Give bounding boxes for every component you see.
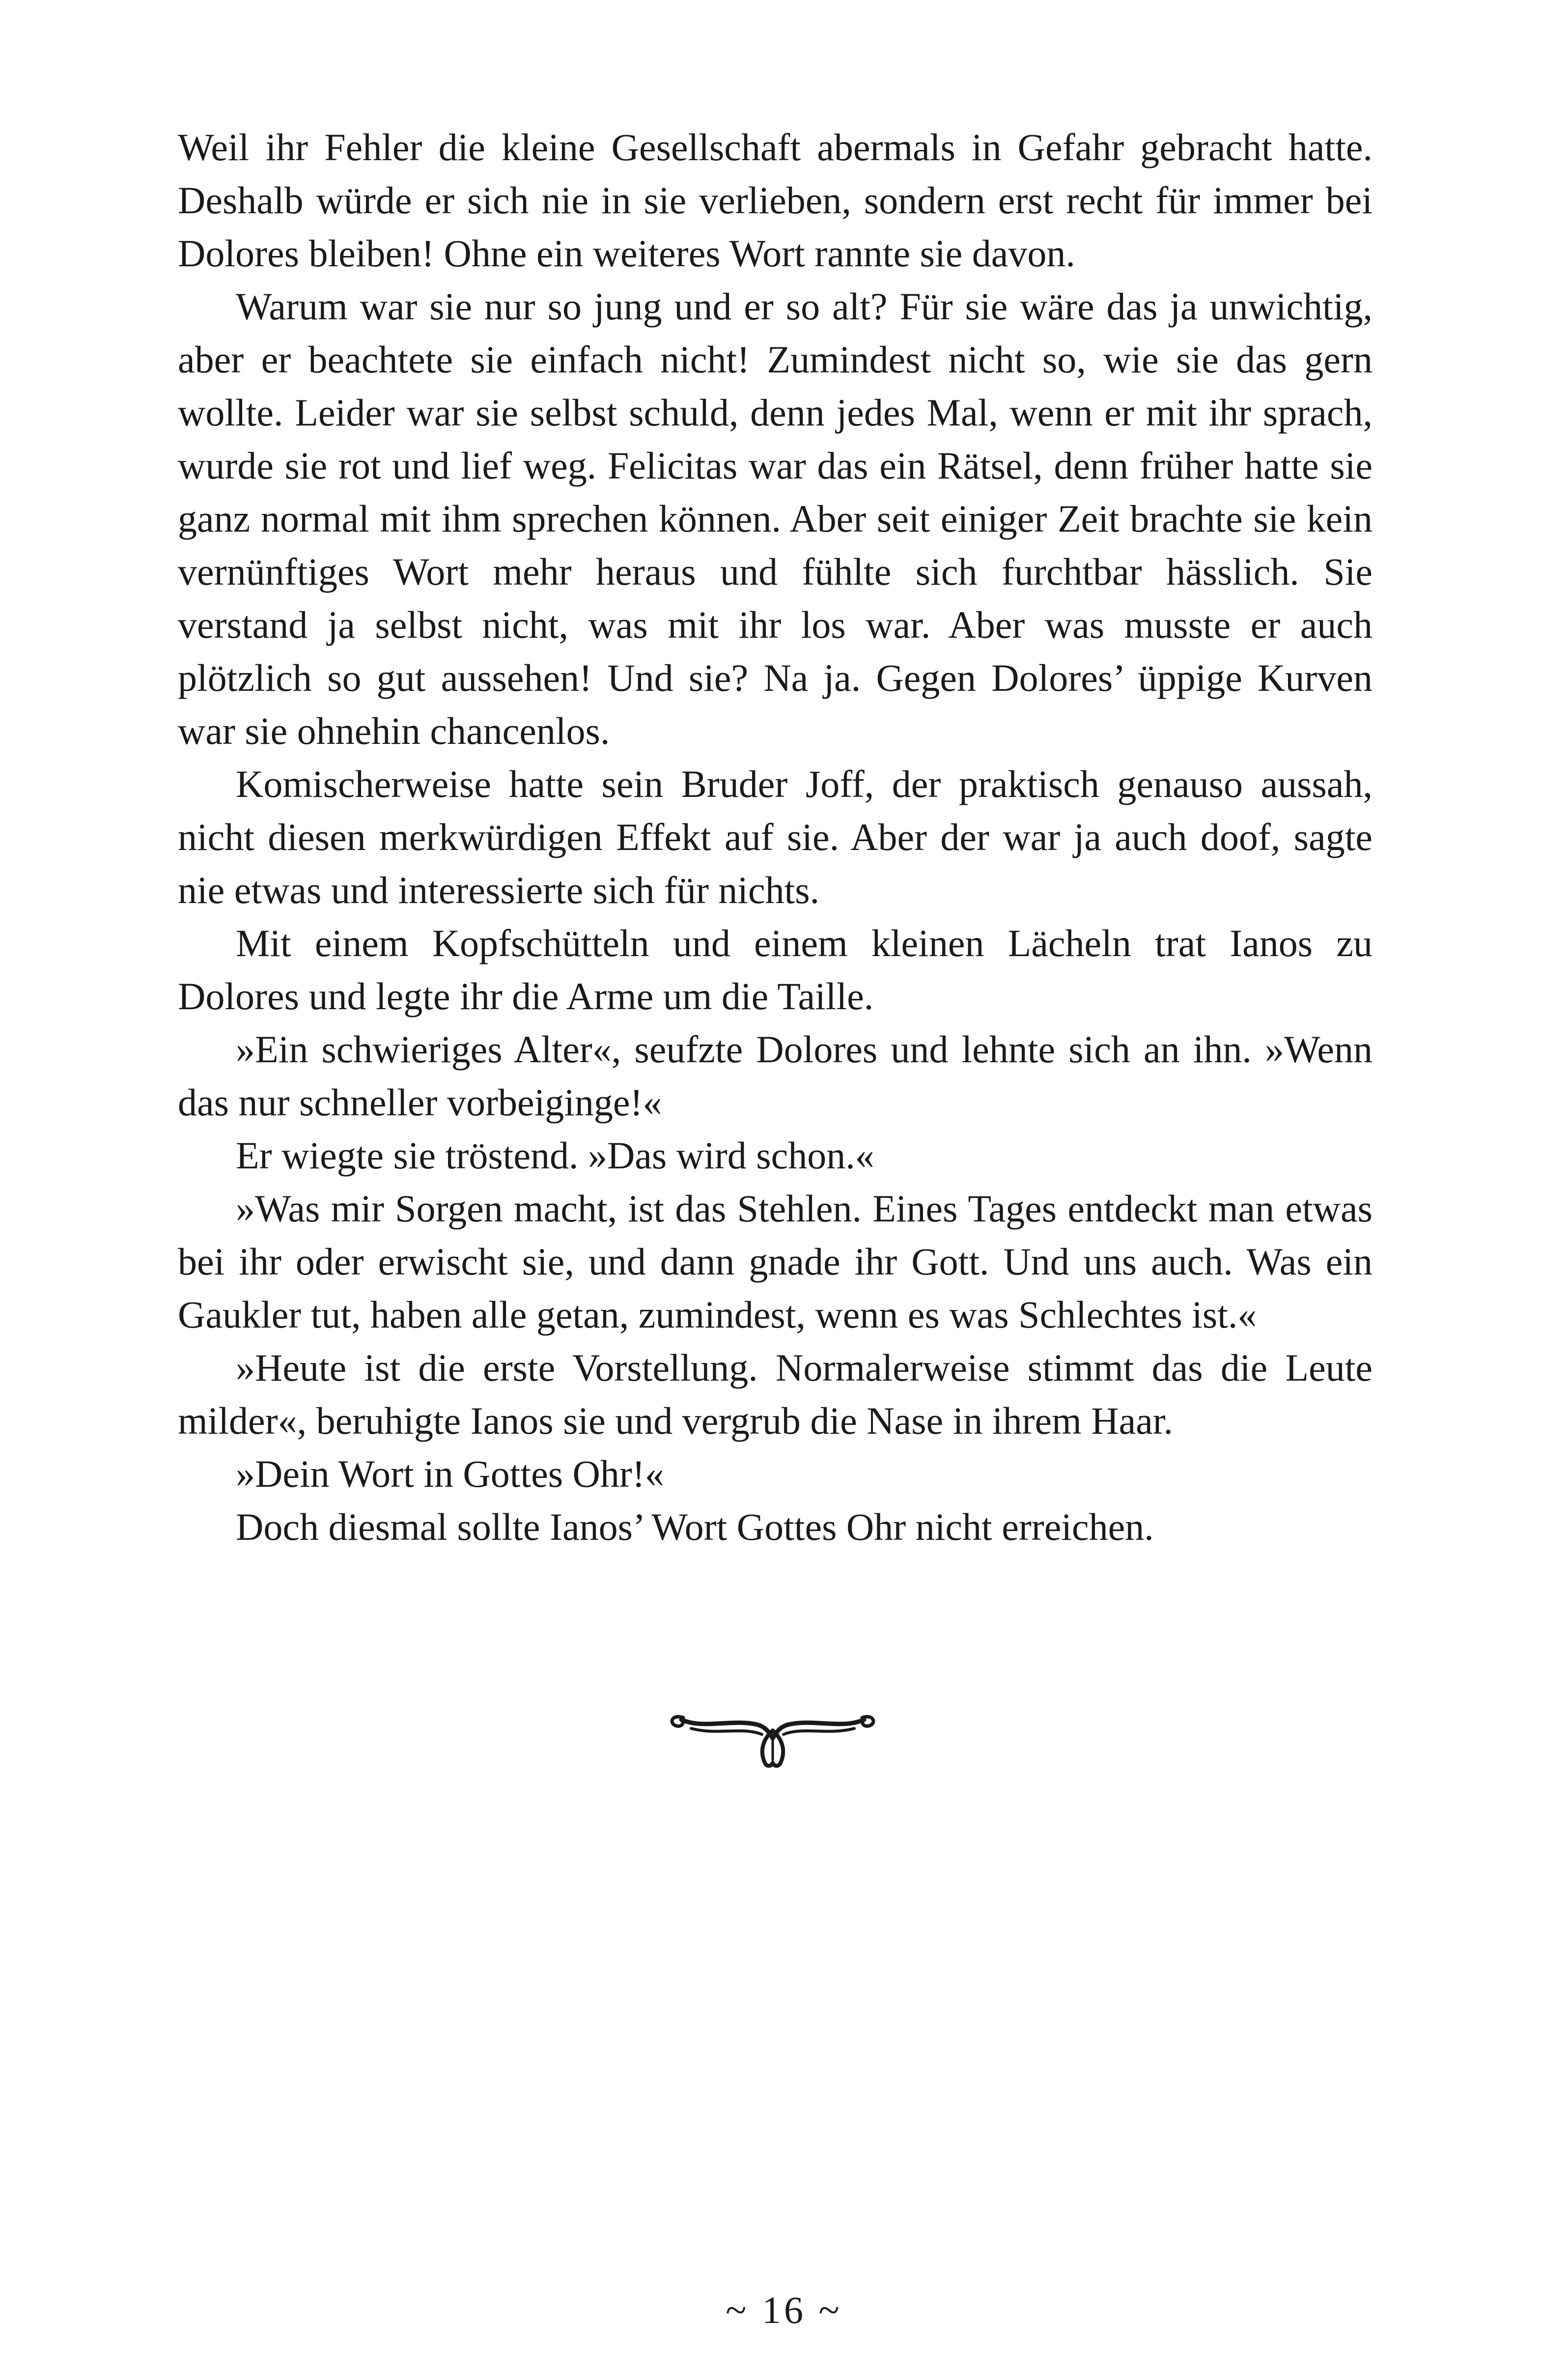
page-number: ~ 16 ~ [726,2289,842,2331]
paragraph-7: »Was mir Sorgen macht, ist das Stehlen. Eines Tages entdeckt man etwas bei ihr oder erwischt sie, und dann gnade ihr Gott. Und uns auch. Was ein Gaukler tut, haben alle getan, zumindest, wenn es was Schlechtes ist.« [178,1187,1372,1336]
paragraph-8: »Heute ist die erste Vorstellung. Normalerweise stimmt das die Leute milder«, beruhigte Ianos sie und vergrub die Nase in ihrem Haar. [178,1346,1372,1442]
paragraph-1: Weil ihr Fehler die kleine Gesellschaft abermals in Gefahr gebracht hatte. Deshalb würde er sich nie in sie verlieben, sondern erst recht für immer bei Dolores bleiben! Ohne ein weiteres Wort rannte sie davon. [178,126,1372,275]
page-body [178,121,1372,1554]
fleuron-divider-icon [664,1701,882,1770]
paragraph-2: Warum war sie nur so jung und er so alt? Für sie wäre das ja unwichtig, aber er beachtete sie einfach nicht! Zumindest nicht so, wie sie das gern wollte. Leider war sie selbst schuld, denn jedes Mal, wenn er mit ihr sprach, wurde sie rot und lief weg. Felicitas war das ein Rätsel, denn früher hatte sie ganz normal mit ihm sprechen können. Aber seit einiger Zeit brachte sie kein vernünftiges Wort mehr heraus und fühlte sich furchtbar hässlich. Sie verstand ja selbst nicht, was mit ihr los war. Aber was musste er auch plötzlich so gut aussehen! Und sie? Na ja. Gegen Dolores’ üppige Kurven war sie ohnehin chancenlos. [178,285,1372,752]
paragraph-4: Mit einem Kopfschütteln und einem kleinen Lächeln trat Ianos zu Dolores und legte ihr die Arme um die Taille. [178,922,1372,1018]
paragraph-10: Doch diesmal sollte Ianos’ Wort Gottes Ohr nicht erreichen. [236,1505,1154,1548]
paragraph-3: Komischerweise hatte sein Bruder Joff, der praktisch genauso aussah, nicht diesen merkwürdigen Effekt auf sie. Aber der war ja auch doof, sagte nie etwas und interessierte sich für nichts. [178,763,1372,911]
paragraph-9: »Dein Wort in Gottes Ohr!« [236,1452,664,1495]
paragraph-5: »Ein schwieriges Alter«, seufzte Dolores und lehnte sich an ihn. »Wenn das nur schneller vorbeiginge!« [178,1028,1372,1124]
paragraph-6: Er wiegte sie tröstend. »Das wird schon.« [236,1134,874,1177]
